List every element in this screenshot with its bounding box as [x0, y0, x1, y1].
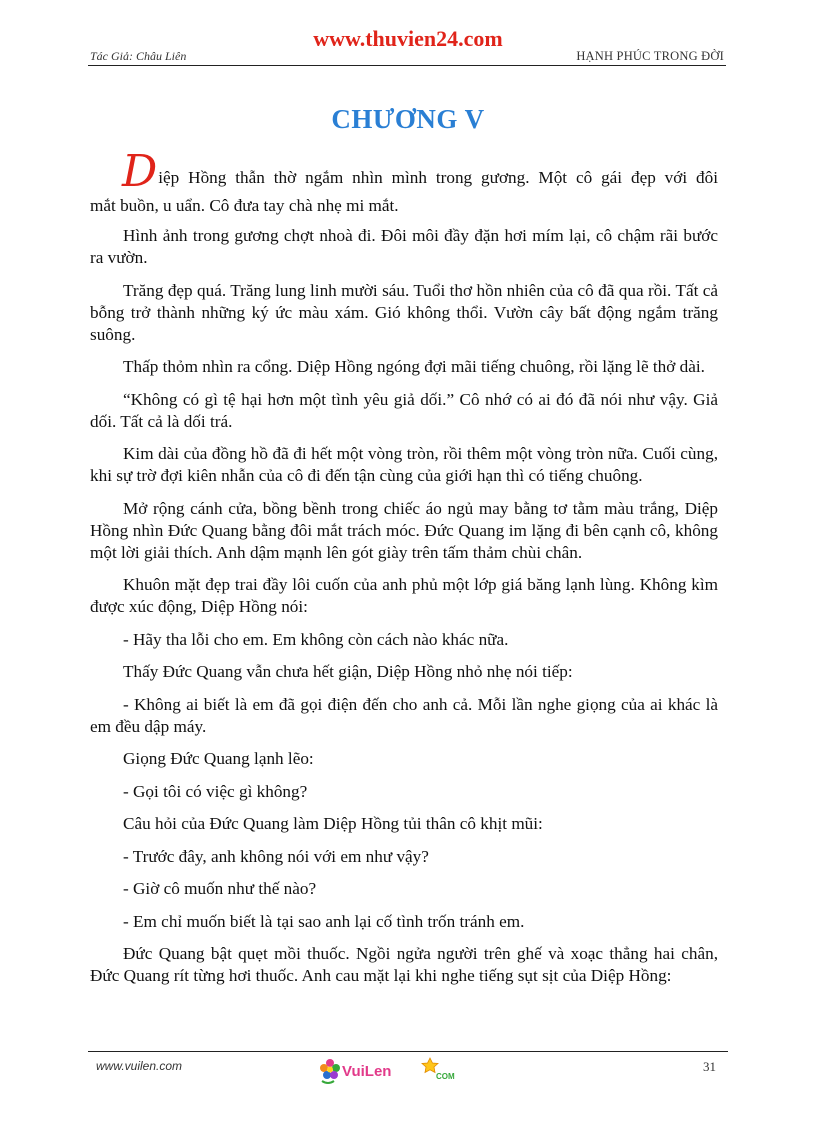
- logo-suffix: COM: [436, 1072, 455, 1081]
- page-number: 31: [703, 1059, 716, 1074]
- paragraph-14: - Trước đây, anh không nói với em như vậy?: [123, 846, 429, 866]
- paragraph-15: - Giờ cô muốn như thế nào?: [123, 879, 317, 898]
- paragraph-13: Câu hỏi của Đức Quang làm Diệp Hồng tủi thân cô khịt mũi:: [123, 814, 543, 833]
- author-label: Tác Giả: Châu Liên: [90, 49, 187, 63]
- paragraph-0-line-2: mắt buồn, u uẩn. Cô đưa tay chà nhẹ mi mắt.: [90, 196, 399, 215]
- paragraph-9: Thấy Đức Quang vẫn chưa hết giận, Diệp Hồng nhỏ nhẹ nói tiếp:: [123, 662, 573, 681]
- paragraph-10: - Không ai biết là em đã gọi điện đến cho anh cả. Mỗi lần nghe giọng của ai khác là em đều dập máy.: [90, 694, 718, 736]
- chapter-title: CHƯƠNG V: [331, 104, 485, 134]
- paragraph-4: “Không có gì tệ hại hơn một tình yêu giả dối.” Cô nhớ có ai đó đã nói như vậy. Giả dối. Tất cả là dối trá.: [90, 389, 718, 431]
- paragraph-6: Mở rộng cánh cửa, bồng bềnh trong chiếc áo ngủ may bằng tơ tằm màu trắng, Diệp Hồng nhìn Đức Quang bằng đôi mắt trách móc. Đức Quang im lặng đi bên cạnh cô, không một lời giải thích. Anh dậm mạnh lên gót giày trên tấm thảm chùi chân.: [90, 498, 718, 562]
- vuilen-logo: [318, 1054, 468, 1088]
- star-icon: [422, 1058, 438, 1073]
- paragraph-0-line-1: [90, 146, 718, 197]
- paragraph-16: - Em chỉ muốn biết là tại sao anh lại cố tình trốn tránh em.: [123, 911, 525, 931]
- paragraph-5: Kim dài của đồng hồ đã đi hết một vòng tròn, rồi thêm một vòng tròn nữa. Cuối cùng, khi sự trờ đợi kiên nhẫn của cô đi đến tận cùng của giới hạn thì có tiếng chuông.: [90, 444, 718, 485]
- paragraph-2: Trăng đẹp quá. Trăng lung linh mười sáu. Tuổi thơ hồn nhiên của cô đã qua rồi. Tất cả bỗng trở thành những ký ức màu xám. Gió không thổi. Vườn cây bất động ngắm trăng suông.: [90, 280, 718, 344]
- site-url-header[interactable]: www.thuvien24.com: [313, 26, 503, 51]
- footer-url[interactable]: www.vuilen.com: [96, 1059, 183, 1073]
- paragraph-1: Hình ảnh trong gương chợt nhoà đi. Đôi môi đầy đặn hơi mím lại, cô chậm rãi bước ra vườn.: [90, 226, 718, 267]
- footer-divider: [88, 1051, 728, 1052]
- paragraph-7: Khuôn mặt đẹp trai đầy lôi cuốn của anh phủ một lớp giá băng lạnh lùng. Không kìm được xúc động, Diệp Hồng nói:: [90, 575, 718, 616]
- chapter-body: [90, 146, 718, 998]
- paragraph-0-line-1-text: iệp Hồng thẫn thờ ngắm nhìn mình trong gương. Một cô gái đẹp với đôi: [158, 168, 718, 187]
- drop-cap: D: [122, 146, 158, 197]
- paragraph-0: [90, 146, 718, 217]
- paragraph-11: Giọng Đức Quang lạnh lẽo:: [123, 749, 314, 768]
- flower-icon: [320, 1059, 340, 1083]
- paragraph-8: - Hãy tha lỗi cho em. Em không còn cách nào khác nữa.: [123, 629, 509, 649]
- paragraph-17: Đức Quang bật quẹt mồi thuốc. Ngồi ngửa người trên ghế và xoạc thẳng hai chân, Đức Quang rít từng hơi thuốc. Anh cau mặt lại khi nghe tiếng sụt sịt của Diệp Hồng:: [90, 944, 718, 985]
- logo-text: VuiLen: [342, 1063, 392, 1080]
- header-divider: [88, 65, 726, 66]
- paragraph-12: - Gọi tôi có việc gì không?: [123, 781, 308, 801]
- book-title: HẠNH PHÚC TRONG ĐỜI: [576, 49, 724, 63]
- paragraph-3: Thấp thỏm nhìn ra cổng. Diệp Hồng ngóng đợi mãi tiếng chuông, rồi lặng lẽ thở dài.: [123, 357, 705, 376]
